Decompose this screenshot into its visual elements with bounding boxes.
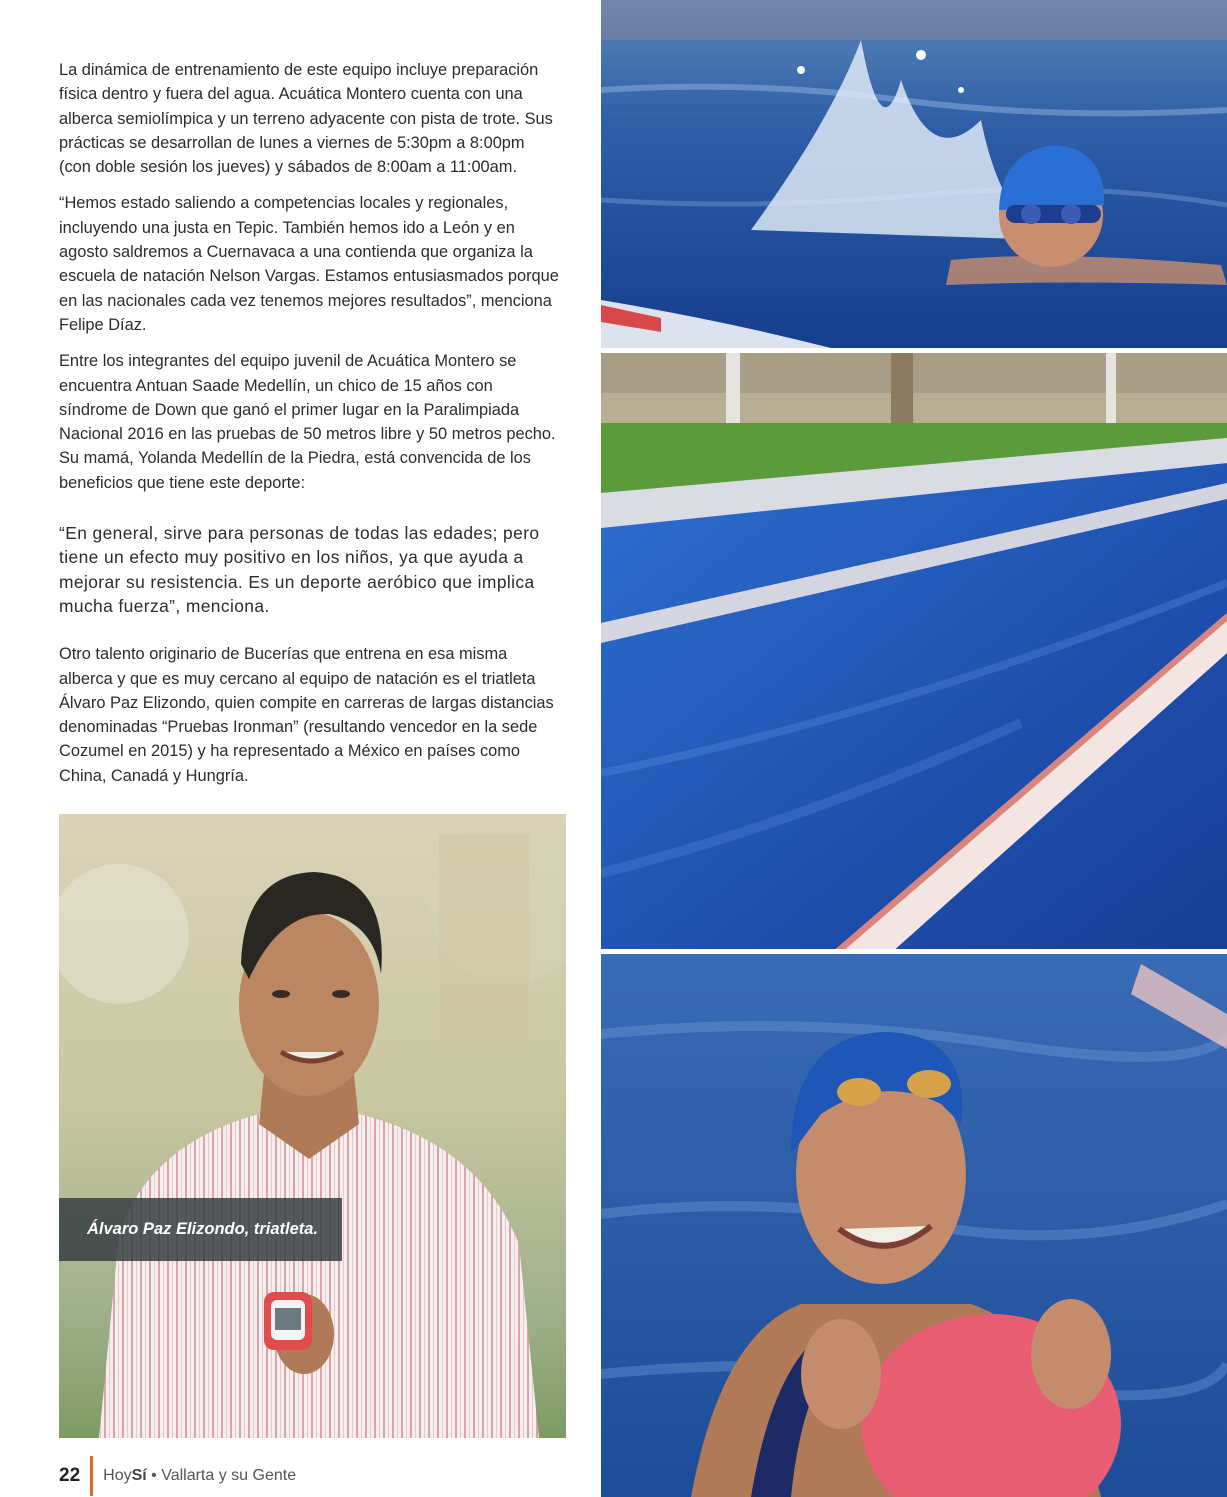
pub-suffix: • Vallarta y su Gente — [146, 1467, 297, 1484]
article-body — [59, 58, 559, 800]
photo-pool-lanes — [601, 353, 1227, 949]
page-number: 22 — [59, 1465, 81, 1486]
photo-child-swimmer — [601, 0, 1227, 348]
paragraph-training: La dinámica de entrenamiento de este equipo incluye preparación física dentro y fuera del agua. Acuática Montero cuenta con una alberca semiolímpica y un terreno adyacente con pista de trote. Sus prácticas se desarrollan de lunes a viernes de 5:30pm a 8:00pm (con doble sesión los jueves) y sábados de 8:00am a 11:00am. — [59, 61, 553, 177]
pub-prefix: Hoy — [103, 1467, 132, 1484]
photo-girl-swimmer — [601, 954, 1227, 1497]
photo-caption — [59, 1198, 342, 1261]
photo-alvaro-paz-elizondo — [59, 814, 566, 1438]
publication-name — [103, 1467, 296, 1485]
footer-divider — [90, 1456, 93, 1496]
paragraph-competitions-quote: “Hemos estado saliendo a competencias locales y regionales, incluyendo una justa en Tepic. También hemos ido a León y en agosto saldremos a Cuernavaca a una contienda que organiza la escuela de natación Nelson Vargas. Estamos entusiasmados porque en las nacionales cada vez tenemos mejores resultados”, menciona Felipe Díaz. — [59, 194, 559, 334]
paragraph-antuan: Entre los integrantes del equipo juvenil de Acuática Montero se encuentra Antuan Saade Medellín, un chico de 15 años con síndrome de Down que ganó el primer lugar en la Paralimpiada Nacional 2016 en las pruebas de 50 metros libre y 50 metros pecho. Su mamá, Yolanda Medellín de la Piedra, está convencida de los beneficios que tiene este deporte: — [59, 352, 556, 492]
pub-bold: Sí — [131, 1467, 147, 1484]
caption-text: Álvaro Paz Elizondo, triatleta. — [87, 1220, 319, 1238]
paragraph-mother-quote: “En general, sirve para personas de todas las edades; pero tiene un efecto muy positivo en los niños, ya que ayuda a mejorar su resistencia. Es un deporte aeróbico que implica mucha fuerza”, menciona. — [59, 523, 540, 616]
paragraph-alvaro: Otro talento originario de Bucerías que entrena en esa misma alberca y que es muy cercano al equipo de natación es el triatleta Álvaro Paz Elizondo, quien compite en carreras de largas distancias denominadas “Pruebas Ironman” (resultando vencedor en la sede Cozumel en 2015) y ha representado a México en países como China, Canadá y Hungría. — [59, 645, 554, 785]
page-footer — [59, 1456, 296, 1496]
